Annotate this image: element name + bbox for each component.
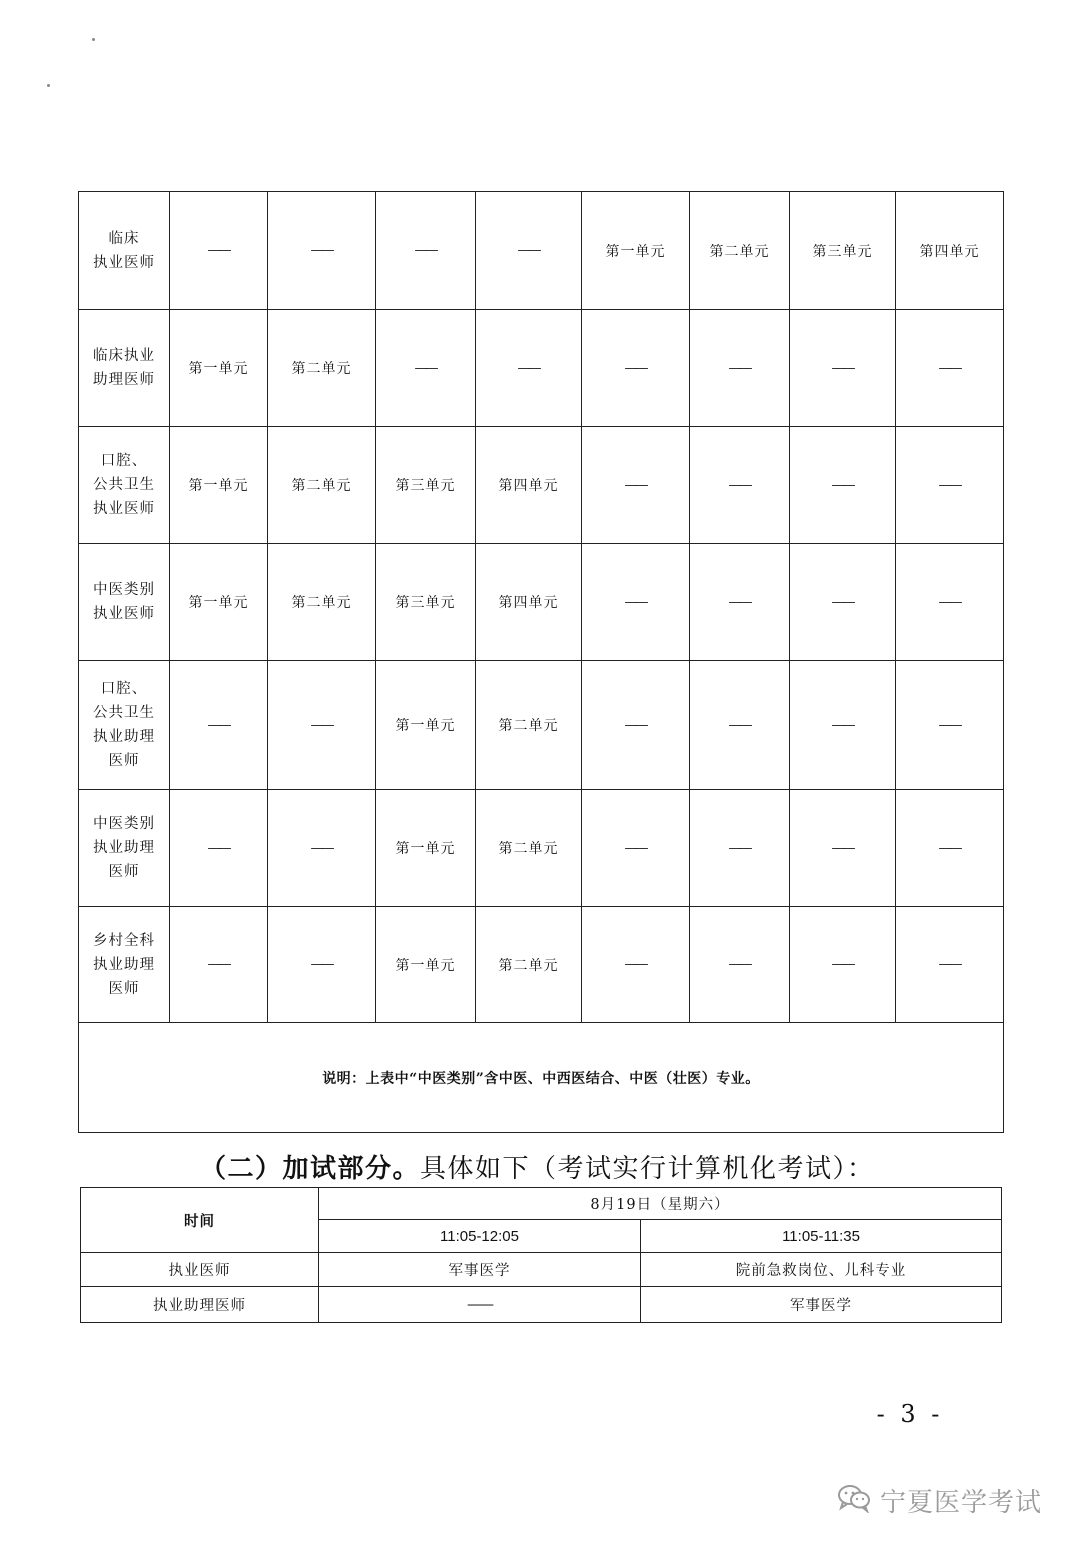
table-cell: —— bbox=[170, 192, 268, 310]
table-cell: —— bbox=[690, 427, 790, 544]
table-cell: 第二单元 bbox=[690, 192, 790, 310]
table-cell: —— bbox=[896, 790, 1004, 907]
table-cell: 第三单元 bbox=[376, 544, 476, 661]
table-cell: —— bbox=[268, 790, 376, 907]
table-cell: —— bbox=[582, 310, 690, 427]
table-row bbox=[79, 790, 1004, 907]
extra-cell: 军事医学 bbox=[319, 1253, 641, 1287]
row-label-line: 口腔、 bbox=[100, 681, 148, 697]
table-cell: 第二单元 bbox=[476, 661, 582, 790]
table-cell: —— bbox=[170, 790, 268, 907]
wechat-icon bbox=[836, 1483, 872, 1517]
scan-speck bbox=[92, 38, 95, 41]
section-heading-bold: （二）加试部分。 bbox=[200, 1154, 421, 1184]
table-row bbox=[79, 192, 1004, 310]
table-cell: —— bbox=[582, 907, 690, 1023]
table-cell: —— bbox=[170, 661, 268, 790]
table-cell: 第一单元 bbox=[170, 544, 268, 661]
row-label-line: 执业助理 bbox=[93, 956, 155, 973]
table-cell: —— bbox=[790, 310, 896, 427]
scan-speck bbox=[47, 84, 50, 87]
table-cell: —— bbox=[376, 192, 476, 310]
extra-row-label: 执业助理医师 bbox=[81, 1287, 319, 1323]
row-label-line: 执业医师 bbox=[93, 501, 155, 517]
row-label-line: 医师 bbox=[108, 753, 140, 769]
extra-cell: 军事医学 bbox=[641, 1287, 1002, 1323]
row-label-line: 助理医师 bbox=[93, 372, 155, 388]
table-cell: —— bbox=[896, 427, 1004, 544]
table-cell: —— bbox=[582, 790, 690, 907]
table-cell: —— bbox=[582, 427, 690, 544]
table-cell: —— bbox=[790, 427, 896, 544]
table-row bbox=[79, 310, 1004, 427]
extra-header-row bbox=[81, 1188, 1002, 1220]
table-cell: —— bbox=[896, 544, 1004, 661]
table-cell: —— bbox=[476, 192, 582, 310]
row-label bbox=[79, 661, 170, 790]
table-cell: —— bbox=[790, 907, 896, 1023]
row-label-line: 执业助理 bbox=[93, 840, 155, 856]
table-cell: —— bbox=[690, 907, 790, 1023]
row-label-line: 临床执业 bbox=[93, 348, 155, 364]
time-slot: 11:05-11:35 bbox=[641, 1220, 1002, 1253]
date-header: 8月19日（星期六） bbox=[319, 1188, 1002, 1220]
table-cell: —— bbox=[690, 661, 790, 790]
extra-exam-table bbox=[80, 1187, 1002, 1323]
row-label-line: 口腔、 bbox=[100, 453, 148, 469]
page-number: - 3 - bbox=[876, 1400, 944, 1428]
table-cell: 第二单元 bbox=[268, 544, 376, 661]
table-cell: —— bbox=[790, 661, 896, 790]
row-label-line: 公共卫生 bbox=[93, 705, 155, 721]
table-cell: —— bbox=[268, 907, 376, 1023]
table-cell: 第一单元 bbox=[376, 661, 476, 790]
table-cell: 第四单元 bbox=[476, 544, 582, 661]
time-header: 时间 bbox=[81, 1188, 319, 1253]
table-cell: 第四单元 bbox=[896, 192, 1004, 310]
watermark bbox=[836, 1482, 1042, 1518]
table-cell: —— bbox=[376, 310, 476, 427]
table-row bbox=[79, 907, 1004, 1023]
table-cell: 第二单元 bbox=[476, 907, 582, 1023]
extra-cell: —— bbox=[319, 1287, 641, 1323]
table-cell: 第二单元 bbox=[268, 310, 376, 427]
table-cell: 第二单元 bbox=[268, 427, 376, 544]
row-label-line: 医师 bbox=[108, 980, 140, 997]
table-cell: —— bbox=[476, 310, 582, 427]
table-cell: 第三单元 bbox=[376, 427, 476, 544]
table-cell: —— bbox=[690, 790, 790, 907]
row-label-line: 医师 bbox=[108, 864, 140, 880]
row-label-line: 公共卫生 bbox=[93, 477, 155, 493]
row-label bbox=[79, 544, 170, 661]
table-cell: —— bbox=[268, 661, 376, 790]
row-label-line: 中医类别 bbox=[93, 816, 155, 832]
table-cell: 第一单元 bbox=[170, 310, 268, 427]
table-cell: —— bbox=[896, 310, 1004, 427]
table-cell: —— bbox=[170, 907, 268, 1023]
extra-row bbox=[81, 1287, 1002, 1323]
exam-schedule-body bbox=[79, 192, 1004, 1133]
note-row bbox=[79, 1023, 1004, 1133]
row-label bbox=[79, 907, 170, 1023]
table-cell: 第一单元 bbox=[376, 907, 476, 1023]
row-label bbox=[79, 192, 170, 310]
row-label bbox=[79, 427, 170, 544]
table-row bbox=[79, 544, 1004, 661]
table-cell: 第一单元 bbox=[582, 192, 690, 310]
table-cell: —— bbox=[790, 544, 896, 661]
row-label-line: 中医类别 bbox=[93, 582, 155, 598]
row-label-line: 执业医师 bbox=[93, 606, 155, 622]
table-cell: 第三单元 bbox=[790, 192, 896, 310]
watermark-text: 宁夏医学考试 bbox=[880, 1487, 1043, 1518]
section-heading-text: 具体如下（考试实行计算机化考试）： bbox=[420, 1154, 875, 1184]
table-cell: —— bbox=[896, 661, 1004, 790]
table-row bbox=[79, 427, 1004, 544]
table-note: 说明：上表中“中医类别”含中医、中西医结合、中医（壮医）专业。 bbox=[79, 1023, 1004, 1133]
table-cell: —— bbox=[268, 192, 376, 310]
table-cell: —— bbox=[896, 907, 1004, 1023]
table-cell: 第一单元 bbox=[376, 790, 476, 907]
table-cell: —— bbox=[690, 310, 790, 427]
row-label-line: 乡村全科 bbox=[93, 932, 155, 949]
table-row bbox=[79, 661, 1004, 790]
table-cell: 第一单元 bbox=[170, 427, 268, 544]
extra-row-label: 执业医师 bbox=[81, 1253, 319, 1287]
table-cell: —— bbox=[582, 544, 690, 661]
time-slot: 11:05-12:05 bbox=[319, 1220, 641, 1253]
row-label-line: 执业医师 bbox=[93, 254, 155, 271]
table-cell: —— bbox=[690, 544, 790, 661]
section-heading bbox=[200, 1148, 960, 1185]
table-cell: 第二单元 bbox=[476, 790, 582, 907]
exam-schedule-table bbox=[78, 191, 1004, 1133]
table-cell: —— bbox=[582, 661, 690, 790]
extra-row bbox=[81, 1253, 1002, 1287]
row-label bbox=[79, 310, 170, 427]
row-label-line: 执业助理 bbox=[93, 729, 155, 745]
table-cell: —— bbox=[790, 790, 896, 907]
table-cell: 第四单元 bbox=[476, 427, 582, 544]
row-label bbox=[79, 790, 170, 907]
extra-cell: 院前急救岗位、儿科专业 bbox=[641, 1253, 1002, 1287]
row-label-line: 临床 bbox=[108, 230, 140, 247]
